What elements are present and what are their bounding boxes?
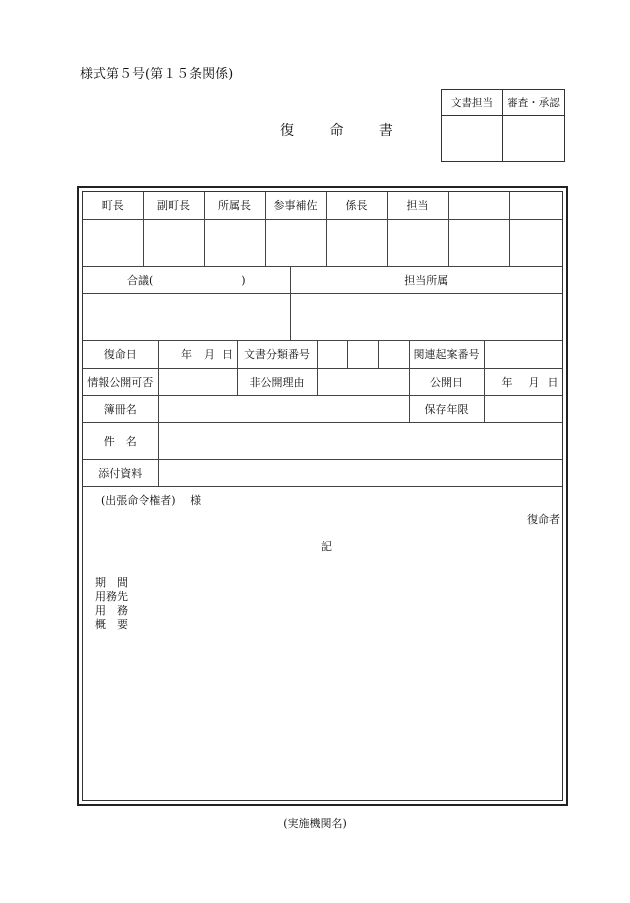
document-title [280,120,424,140]
stamp-label: 副町長 [143,192,204,219]
related-draft-label: 関連起案番号 [409,341,484,368]
disclosure-value[interactable] [158,368,237,395]
disclosure-date-value[interactable]: 年 月 日 [484,368,562,395]
reporter-label: 復命者 [527,512,560,526]
nondisclosure-label: 非公開理由 [237,368,317,395]
stamp-cell[interactable] [448,219,509,266]
doc-class-label: 文書分類番号 [237,341,317,368]
approval-label-review: 審査・承認 [503,90,565,116]
approval-stamp-cell[interactable] [503,116,565,162]
council-table [83,267,562,342]
doc-class-cell[interactable] [378,341,409,368]
approval-stamp-cell[interactable] [442,116,503,162]
doc-class-cell[interactable] [347,341,378,368]
stamp-cell[interactable] [83,219,143,266]
disclosure-label: 情報公開可否 [83,368,158,395]
approval-label-doc: 文書担当 [442,90,503,116]
ledger-label: 簿冊名 [83,395,158,422]
stamp-cell[interactable] [387,219,448,266]
nondisclosure-value[interactable] [317,368,409,395]
org-name-label: (実施機関名) [283,817,347,830]
ki-label: 記 [321,539,332,553]
related-draft-value[interactable] [484,341,562,368]
form-number: 様式第５号(第１５条関係) [80,67,234,82]
stamp-cell[interactable] [509,219,562,266]
stamp-cell[interactable] [143,219,204,266]
stamp-label: 町長 [83,192,143,219]
report-date-label: 復命日 [83,341,158,368]
stamp-cell[interactable] [265,219,326,266]
item-summary: 概 要 [95,617,128,631]
item-destination: 用務先 [95,589,128,603]
stamp-label: 所属長 [204,192,265,219]
retention-value[interactable] [484,395,562,422]
ledger-value[interactable] [158,395,409,422]
item-period: 期 間 [95,575,128,589]
attachments-value[interactable] [158,459,562,486]
approval-box [441,89,565,162]
report-form [77,186,568,806]
title-char: 書 [378,123,393,139]
disclosure-date-label: 公開日 [409,368,484,395]
stamp-cell[interactable] [204,219,265,266]
doc-class-cell[interactable] [317,341,347,368]
subject-value[interactable] [158,422,562,459]
retention-label: 保存年限 [409,395,484,422]
stamp-label: 参事補佐 [265,192,326,219]
stamp-label [509,192,562,219]
stamp-label [448,192,509,219]
title-char: 命 [329,123,344,139]
item-business: 用 務 [95,603,128,617]
title-char: 復 [280,123,294,139]
council-label: 合議( ) [83,267,290,294]
stamp-label: 係長 [326,192,387,219]
report-body[interactable] [83,487,562,805]
stamp-cell[interactable] [326,219,387,266]
attachments-label: 添付資料 [83,459,158,486]
council-cell[interactable] [83,294,290,341]
stamp-label: 担当 [387,192,448,219]
report-date-value[interactable]: 年 月 日 [158,341,237,368]
dept-label: 担当所属 [290,267,562,294]
dept-cell[interactable] [290,294,562,341]
stamp-table [83,192,562,267]
issuer-line: (出張命令権者) 様 [101,493,202,507]
detail-table [83,341,562,487]
subject-label: 件 名 [83,422,158,459]
